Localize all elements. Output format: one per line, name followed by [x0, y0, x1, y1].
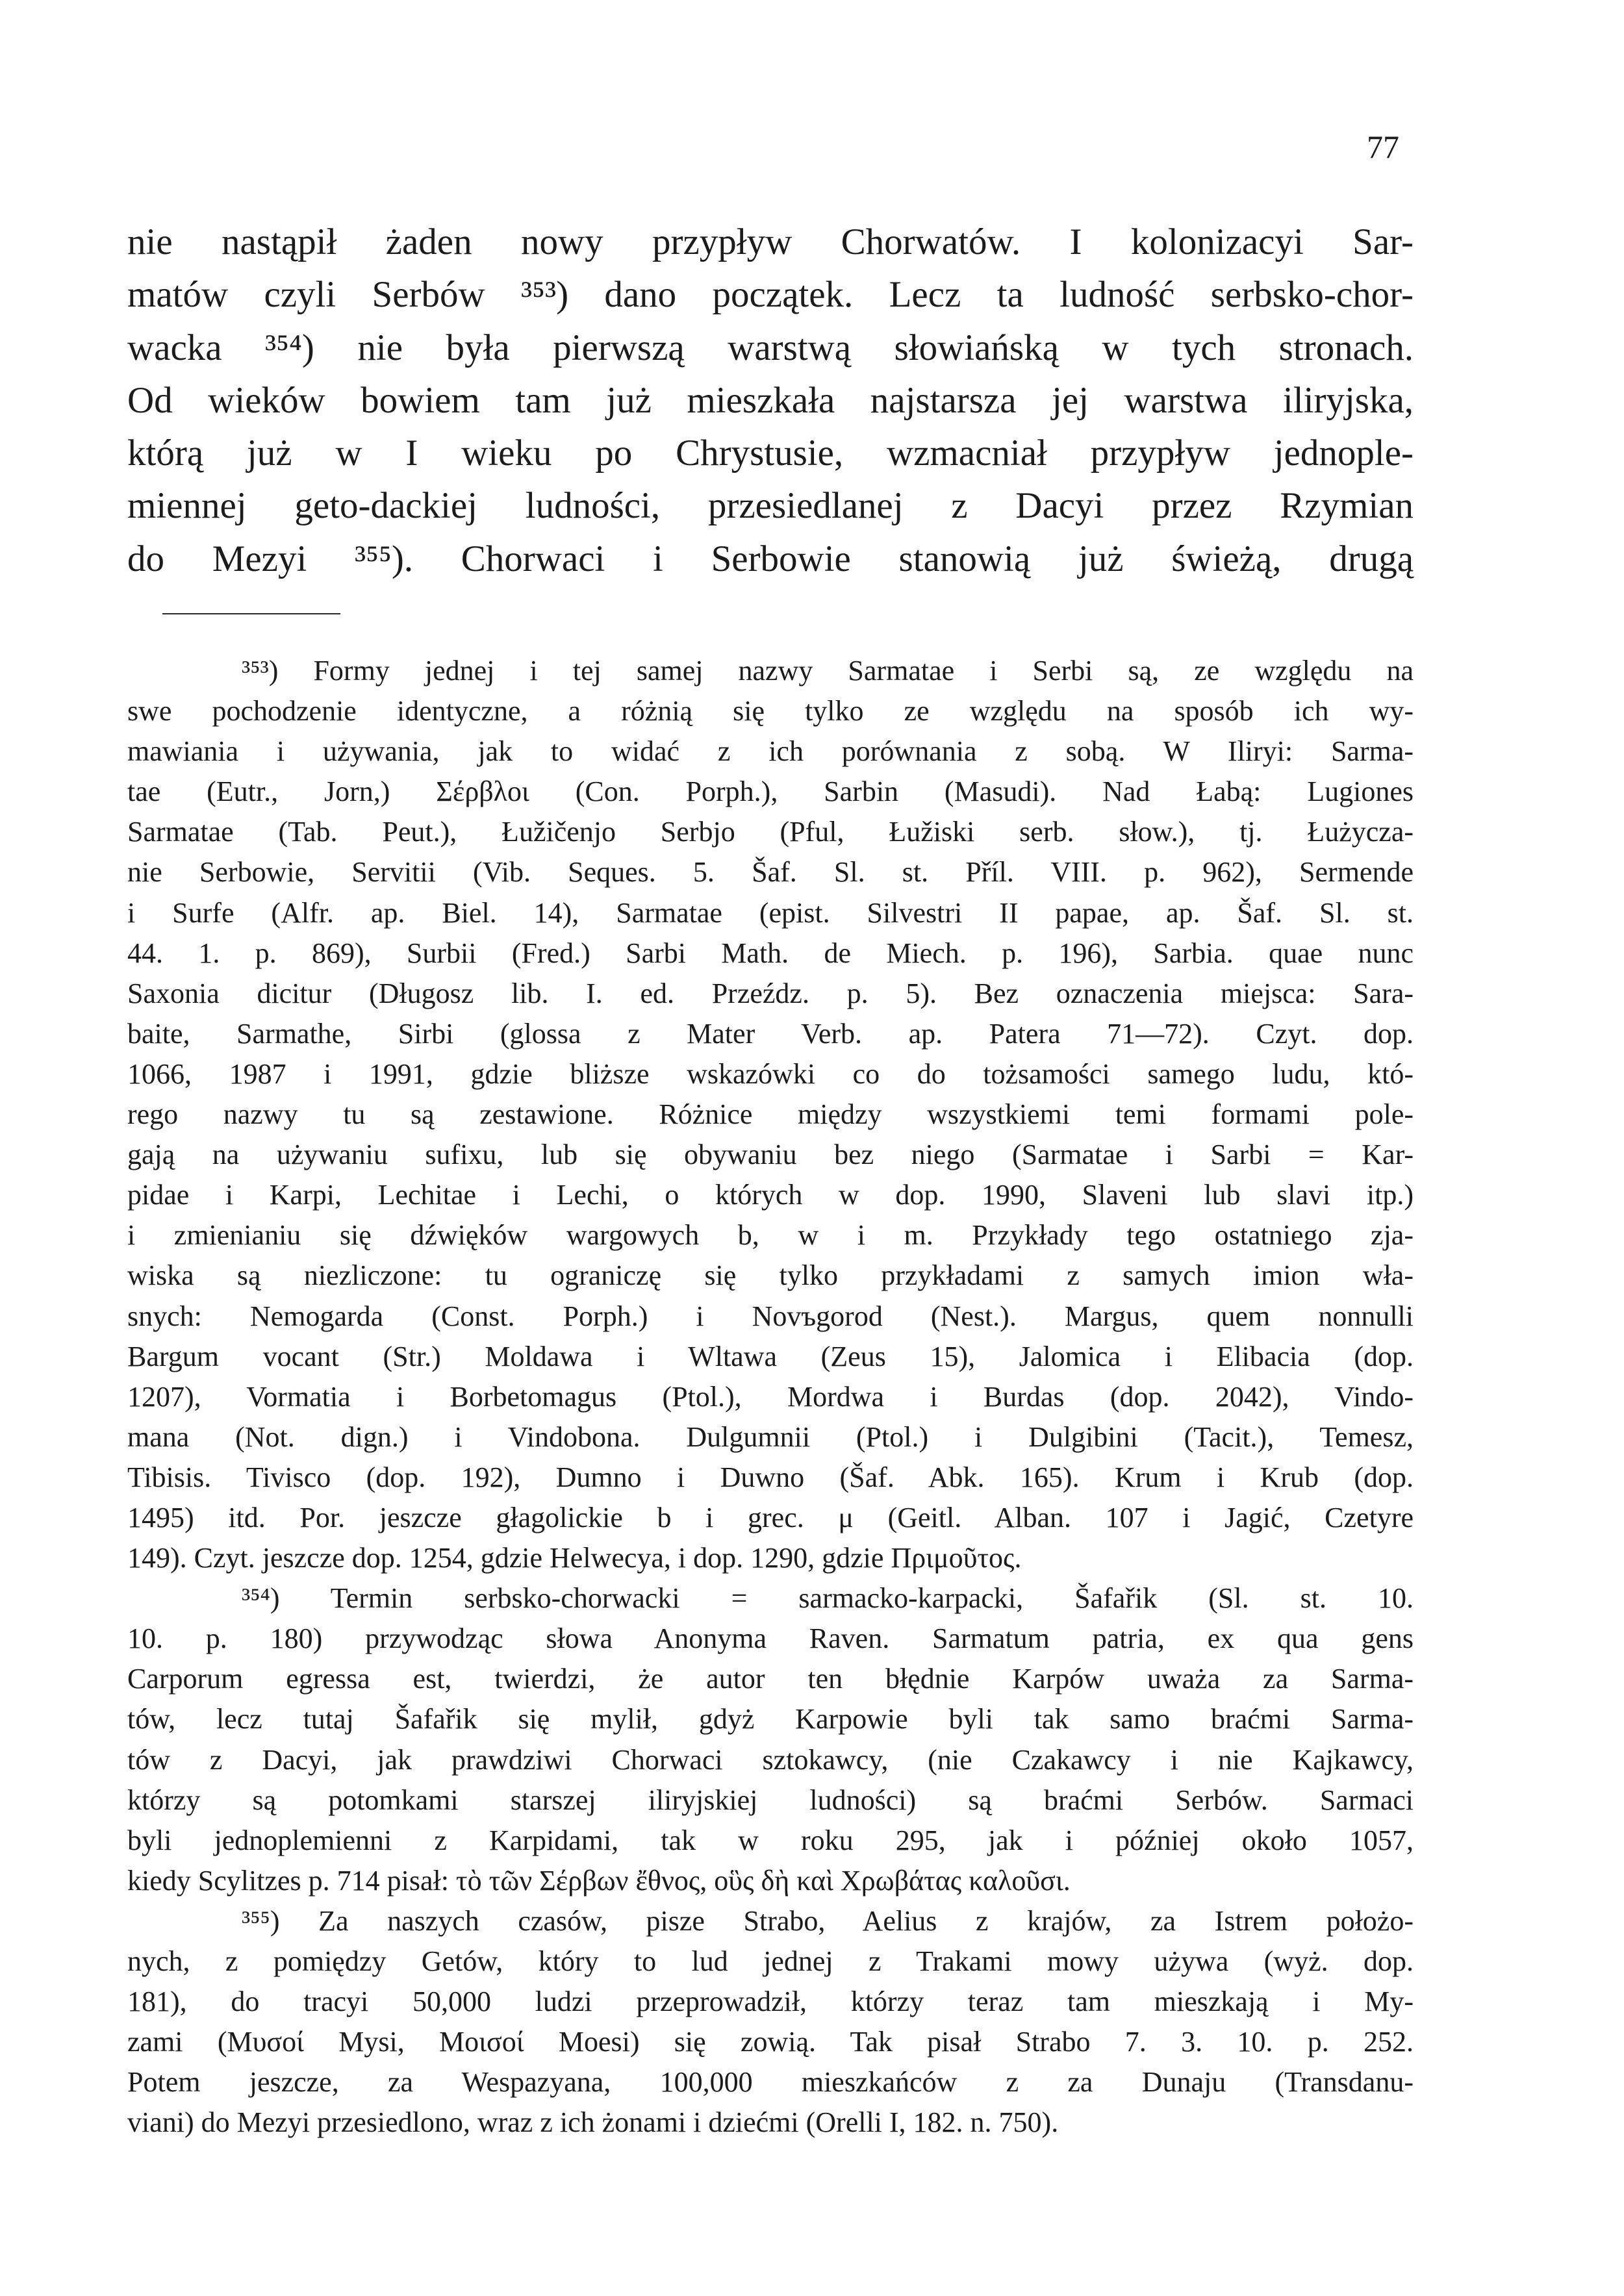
footnote-line: 181), do tracyi 50,000 ludzi przeprowadził, którzy teraz tam mieszkają i My- [127, 1986, 1414, 2018]
footnote-line: gają na używaniu sufixu, lub się obywaniu bez niego (Sarmatae i Sarbi = Kar- [127, 1139, 1414, 1171]
footnote-line: swe pochodzenie identyczne, a różnią się tylko ze względu na sposób ich wy- [127, 695, 1414, 727]
footnote-line: Carporum egressa est, twierdzi, że autor ten błędnie Karpów uważa za Sarma- [127, 1663, 1414, 1695]
body-line: matów czyli Serbów ³⁵³) dano początek. Lecz ta ludność serbsko-chor- [127, 274, 1414, 316]
footnote-line: byli jednoplemienni z Karpidami, tak w roku 295, jak i później około 1057, [127, 1824, 1414, 1856]
footnote-line: Saxonia dicitur (Długosz lib. I. ed. Przeźdz. p. 5). Bez oznaczenia miejsca: Sara- [127, 977, 1414, 1009]
footnote-line: którzy są potomkami starszej iliryjskiej ludności) są braćmi Serbów. Sarmaci [127, 1784, 1414, 1816]
footnote-line: 149). Czyt. jeszcze dop. 1254, gdzie Helwecya, i dop. 1290, gdzie Πριμοῦτος. [127, 1542, 1022, 1574]
body-line: wacka ³⁵⁴) nie była pierwszą warstwą słowiańską w tych stronach. [127, 327, 1414, 368]
footnote-line: 44. 1. p. 869), Surbii (Fred.) Sarbi Math. de Miech. p. 196), Sarbia. quae nunc [127, 937, 1414, 969]
body-line: Od wieków bowiem tam już mieszkała najstarsza jej warstwa iliryjska, [127, 379, 1414, 421]
footnote-line: 1207), Vormatia i Borbetomagus (Ptol.), Mordwa i Burdas (dop. 2042), Vindo- [127, 1380, 1414, 1413]
footnote-line: ³⁵³) Formy jednej i tej samej nazwy Sarmatae i Serbi są, ze względu na [242, 655, 1414, 687]
footnote-355 [127, 1901, 1414, 2143]
footnote-line: Potem jeszcze, za Wespazyana, 100,000 mieszkańców z za Dunaju (Transdanu- [127, 2066, 1414, 2099]
body-line: którą już w I wieku po Chrystusie, wzmacniał przypływ jednople- [127, 433, 1414, 474]
footnote-line: ³⁵⁵) Za naszych czasów, pisze Strabo, Aelius z krajów, za Istrem położo- [242, 1904, 1414, 1937]
footnote-line: tów z Dacyi, jak prawdziwi Chorwaci sztokawcy, (nie Czakawcy i nie Kajkawcy, [127, 1743, 1414, 1776]
footnote-line: i Surfe (Alfr. ap. Biel. 14), Sarmatae (epist. Silvestri II papae, ap. Šaf. Sl. st. [127, 896, 1414, 929]
footnote-line: 10. p. 180) przywodząc słowa Anonyma Raven. Sarmatum patria, ex qua gens [127, 1622, 1414, 1655]
footnote-line: pidae i Karpi, Lechitae i Lechi, o których w dop. 1990, Slaveni lub slavi itp.) [127, 1179, 1414, 1211]
footnote-line: i zmienianiu się dźwięków wargowych b, w i m. Przykłady tego ostatniego zja- [127, 1219, 1414, 1252]
footnote-line: Tibisis. Tivisco (dop. 192), Dumno i Duwno (Šaf. Abk. 165). Krum i Krub (dop. [127, 1461, 1414, 1493]
footnotes-section [127, 651, 1414, 2143]
footnote-line: mana (Not. dign.) i Vindobona. Dulgumnii (Ptol.) i Dulgibini (Tacit.), Temesz, [127, 1420, 1414, 1453]
footnote-line: nie Serbowie, Servitii (Vib. Seques. 5. Šaf. Sl. st. Příl. VIII. p. 962), Sermende [127, 856, 1414, 889]
footnote-line: Sarmatae (Tab. Peut.), Łužičenjo Serbjo (Pful, Łužiski serb. słow.), tj. Łużycza- [127, 816, 1414, 848]
footnote-line: ³⁵⁴) Termin serbsko-chorwacki = sarmacko-karpacki, Šafařik (Sl. st. 10. [242, 1582, 1414, 1615]
footnote-353 [127, 651, 1414, 1578]
body-line: do Mezyi ³⁵⁵). Chorwaci i Serbowie stanowią już świeżą, drugą [127, 538, 1414, 579]
footnote-line: 1495) itd. Por. jeszcze głagolickie b i grec. μ (Geitl. Alban. 107 i Jagić, Czetyre [127, 1501, 1414, 1533]
footnote-line: Bargum vocant (Str.) Moldawa i Wltawa (Zeus 15), Jalomica i Elibacia (dop. [127, 1340, 1414, 1372]
footnote-354 [127, 1578, 1414, 1901]
footnote-line: baite, Sarmathe, Sirbi (glossa z Mater Verb. ap. Patera 71—72). Czyt. dop. [127, 1017, 1414, 1050]
footnote-line: tae (Eutr., Jorn,) Σέρβλοι (Con. Porph.), Sarbin (Masudi). Nad Łabą: Lugiones [127, 776, 1414, 808]
page-number: 77 [1367, 129, 1399, 165]
main-body-text [127, 216, 1414, 585]
body-line: nie nastąpił żaden nowy przypływ Chorwatów. I kolonizacyi Sar- [127, 221, 1414, 262]
footnote-line: kiedy Scylitzes p. 714 pisał: τὸ τῶν Σέρβων ἔθνος, οὓς δὴ καὶ Χρωβάτας καλοῦσι. [127, 1864, 1071, 1897]
footnote-line: tów, lecz tutaj Šafařik się mylił, gdyż Karpowie byli tak samo braćmi Sarma- [127, 1703, 1414, 1735]
footnote-line: zami (Μυσοί Mysi, Μοισοί Moesi) się zowią. Tak pisał Strabo 7. 3. 10. p. 252. [127, 2026, 1414, 2058]
footnote-line: viani) do Mezyi przesiedlono, wraz z ich żonami i dziećmi (Orelli I, 182. n. 750). [127, 2106, 1059, 2139]
footnote-line: rego nazwy tu są zestawione. Różnice między wszystkiemi temi formami pole- [127, 1098, 1414, 1131]
footnote-line: snych: Nemogarda (Const. Porph.) i Novъgorod (Nest.). Margus, quem nonnulli [127, 1300, 1414, 1332]
footnote-separator [162, 613, 340, 614]
footnote-line: nych, z pomiędzy Getów, który to lud jednej z Trakami mowy używa (wyż. dop. [127, 1945, 1414, 1977]
footnote-line: mawiania i używania, jak to widać z ich porównania z sobą. W Iliryi: Sarma- [127, 735, 1414, 768]
footnote-line: 1066, 1987 i 1991, gdzie bliższe wskazówki co do tożsamości samego ludu, któ- [127, 1057, 1414, 1090]
footnote-line: wiska są niezliczone: tu ograniczę się tylko przykładami z samych imion wła- [127, 1259, 1414, 1292]
body-line: miennej geto-dackiej ludności, przesiedlanej z Dacyi przez Rzymian [127, 485, 1414, 527]
